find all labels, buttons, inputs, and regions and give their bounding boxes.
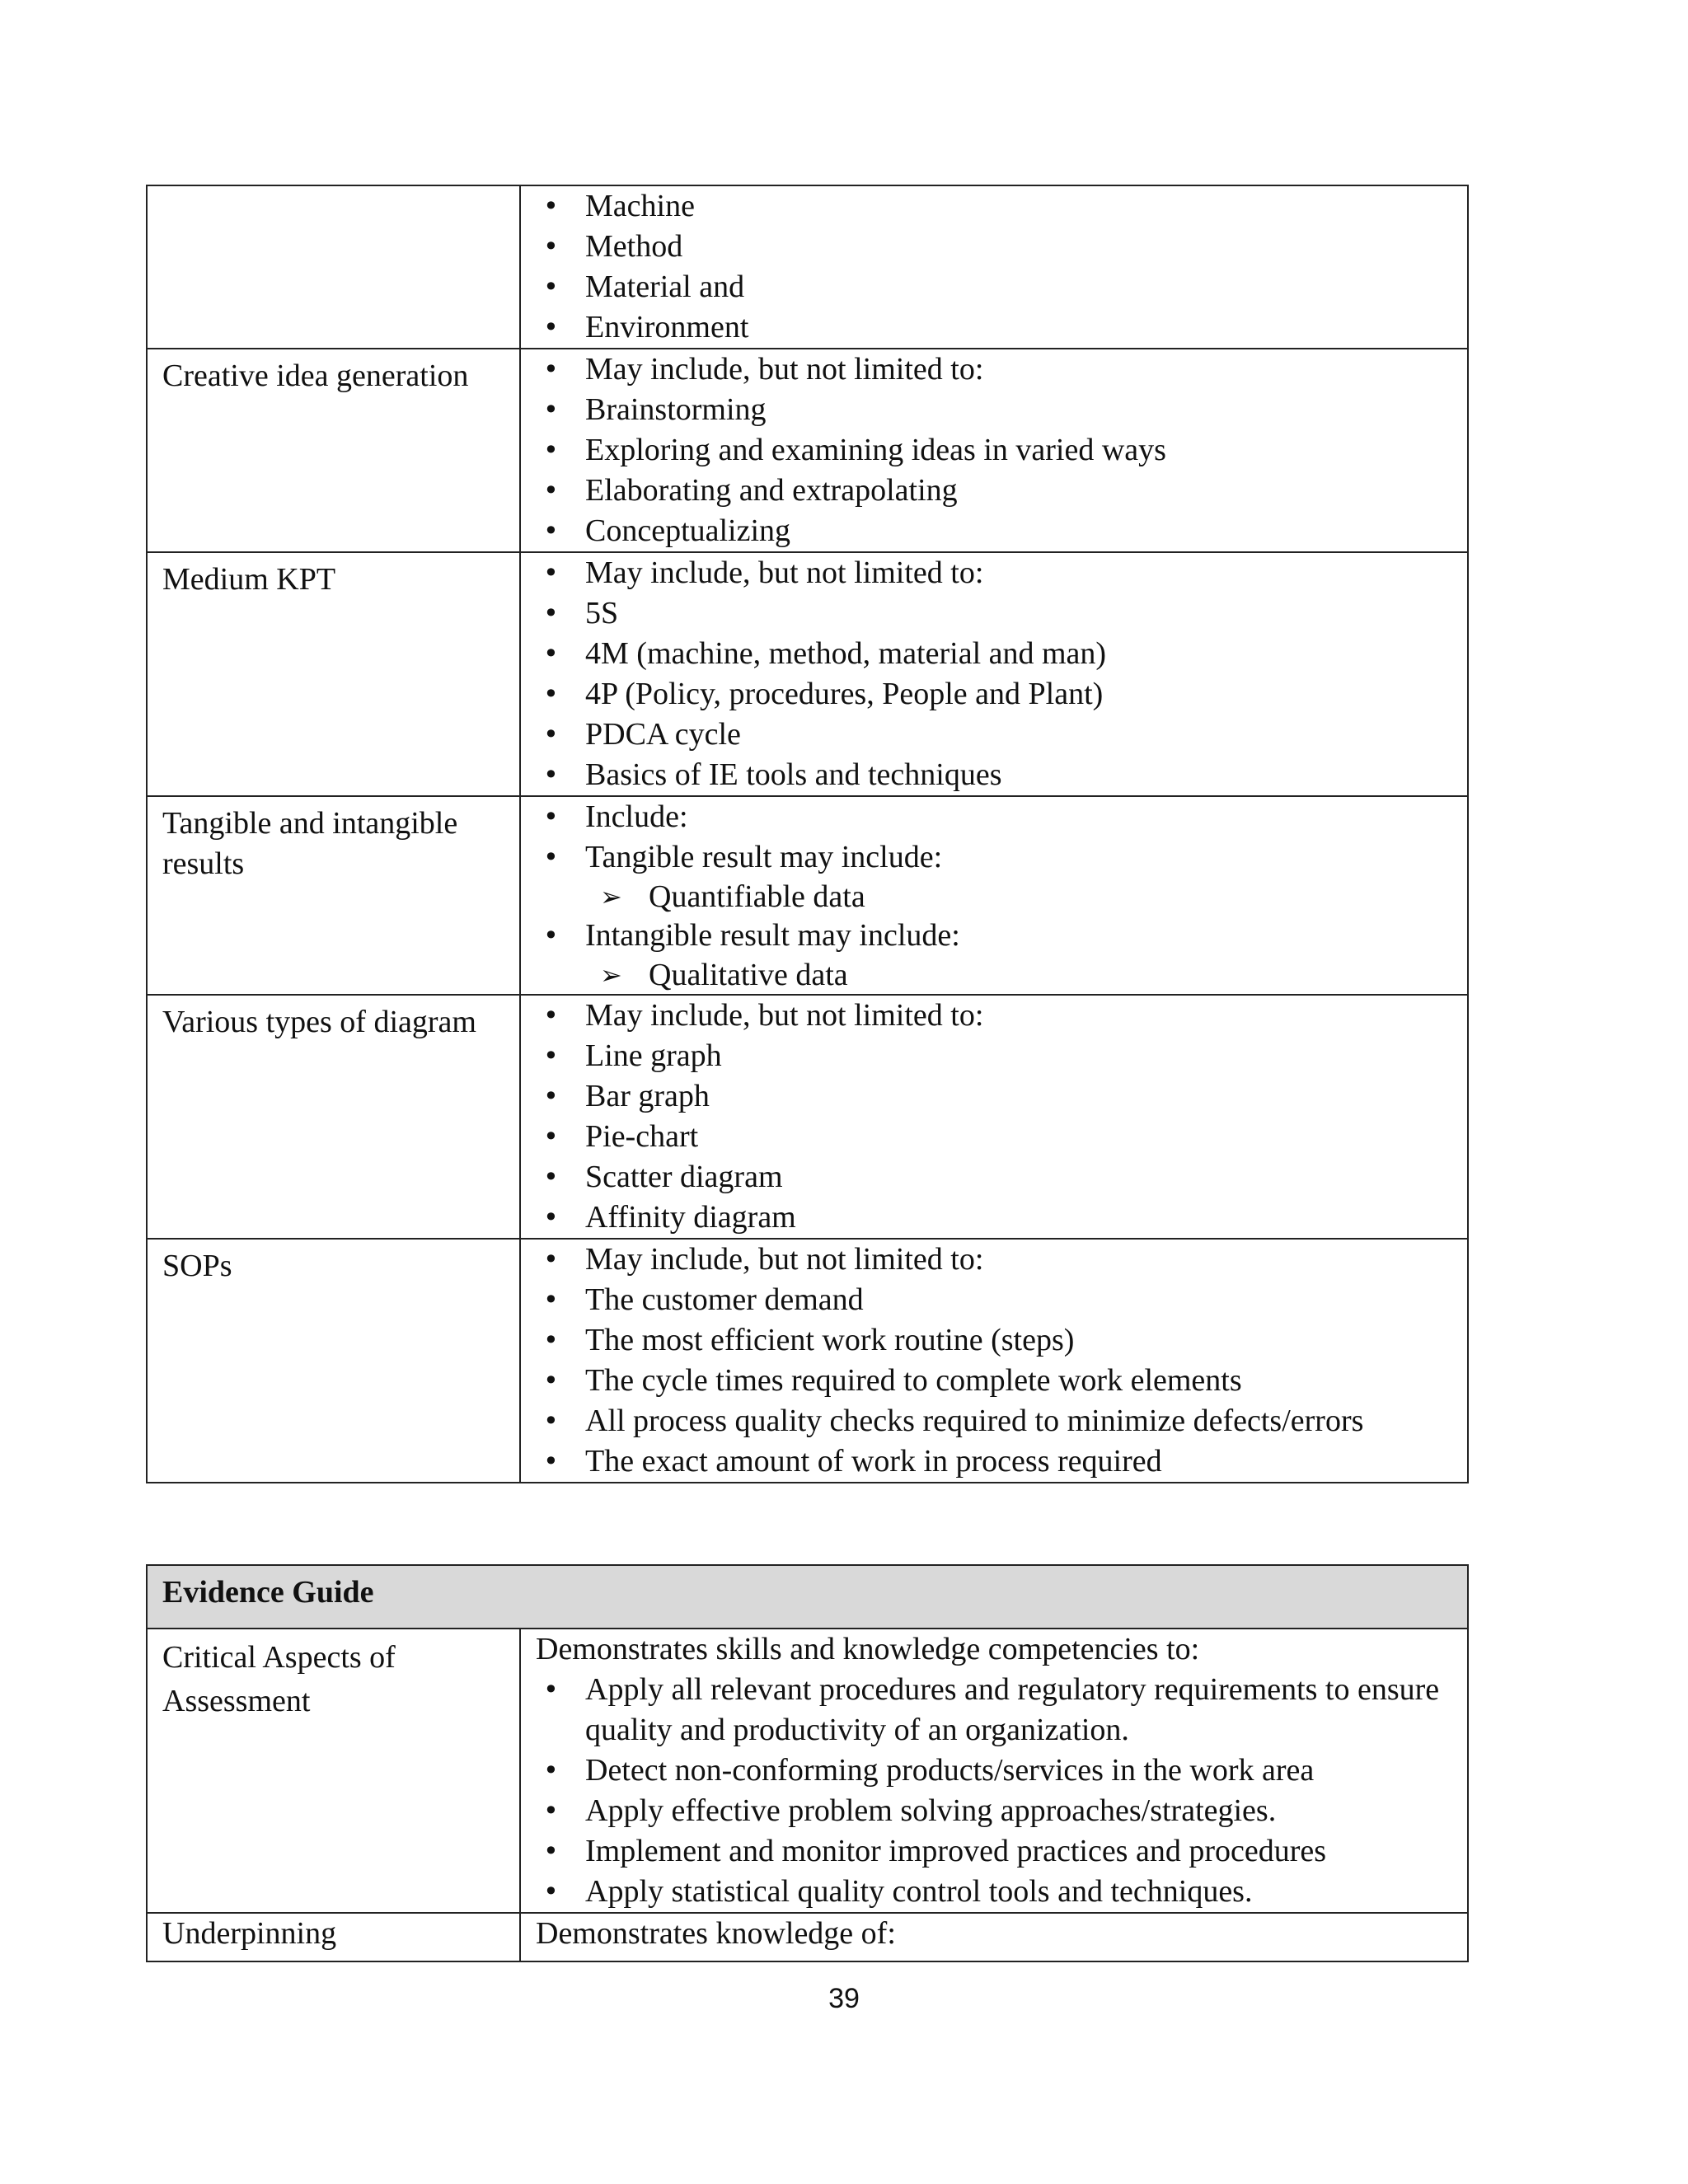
list-item: • Include: (521, 797, 1452, 837)
list-item: • Apply effective problem solving approaches/strategies. (521, 1791, 1452, 1831)
list-item: • Detect non-conforming products/services in the work area (521, 1750, 1452, 1791)
list-item: • Elaborating and extrapolating (521, 471, 1452, 511)
row-intro: Demonstrates skills and knowledge competencies to: (536, 1632, 1200, 1666)
table-row (147, 995, 1468, 1239)
list-item: • May include, but not limited to: (521, 553, 1452, 593)
list-item: • 4M (machine, method, material and man) (521, 634, 1452, 674)
row-label: Medium KPT (147, 552, 520, 796)
range-table (146, 185, 1469, 1483)
bullet-list (521, 349, 1452, 551)
list-item: • May include, but not limited to: (521, 1240, 1452, 1280)
list-item: • May include, but not limited to: (521, 349, 1452, 390)
table-row (147, 552, 1468, 796)
list-item: • Affinity diagram (521, 1197, 1452, 1238)
table-row (147, 796, 1468, 995)
table-row (147, 185, 1468, 349)
list-item: • Implement and monitor improved practices and procedures (521, 1831, 1452, 1872)
list-item: • Bar graph (521, 1076, 1452, 1117)
list-item: • Conceptualizing (521, 511, 1452, 551)
bullet-list (521, 996, 1452, 1238)
bullet-list (521, 916, 1452, 956)
table-row (147, 349, 1468, 552)
list-item: • Basics of IE tools and techniques (521, 755, 1452, 795)
bullet-list (521, 1240, 1452, 1482)
list-item: • 4P (Policy, procedures, People and Plant) (521, 674, 1452, 715)
list-item: • May include, but not limited to: (521, 996, 1452, 1036)
bullet-list (521, 1670, 1452, 1912)
list-item: • Apply statistical quality control tools and techniques. (521, 1872, 1452, 1912)
row-intro: Demonstrates knowledge of: (536, 1916, 896, 1951)
table-row (147, 1913, 1468, 1961)
list-item: • Method (521, 227, 1452, 267)
table-row (147, 1239, 1468, 1483)
page-number: 39 (828, 1983, 860, 2014)
list-item: • Machine (521, 186, 1452, 227)
row-label (147, 185, 520, 349)
row-label: Underpinning (147, 1913, 520, 1961)
list-item: • Line graph (521, 1036, 1452, 1076)
row-label: Critical Aspects of Assessment (147, 1629, 520, 1913)
evidence-guide-table (146, 1564, 1469, 1962)
row-label: SOPs (147, 1239, 520, 1483)
table-row (147, 1629, 1468, 1913)
list-item: • Exploring and examining ideas in varied ways (521, 430, 1452, 471)
list-item: • PDCA cycle (521, 715, 1452, 755)
list-item: • Apply all relevant procedures and regulatory requirements to ensure quality and productivity of an organization. (521, 1670, 1452, 1750)
list-item (521, 837, 1452, 878)
list-item: • Pie-chart (521, 1117, 1452, 1157)
section-heading: Evidence Guide (147, 1565, 1468, 1629)
list-item: • The most efficient work routine (steps) (521, 1320, 1452, 1361)
sub-list-item: ➢ Qualitative data (521, 956, 1452, 994)
list-item: • Scatter diagram (521, 1157, 1452, 1197)
row-label: Tangible and intangible results (147, 796, 520, 995)
evidence-guide-header (147, 1565, 1468, 1629)
list-item: • Intangible result may include: (521, 916, 1452, 956)
list-item: • The exact amount of work in process required (521, 1441, 1452, 1482)
list-item: • 5S (521, 593, 1452, 634)
list-item-text: Tangible result may include: (585, 840, 943, 874)
list-item: • All process quality checks required to minimize defects/errors (521, 1401, 1452, 1441)
row-label: Creative idea generation (147, 349, 520, 552)
list-item: • Material and (521, 267, 1452, 307)
row-label: Various types of diagram (147, 995, 520, 1239)
list-item: • Brainstorming (521, 390, 1452, 430)
sub-list (521, 878, 1452, 916)
bullet-list (521, 186, 1452, 348)
bullet-list (521, 797, 1452, 878)
list-item: • The customer demand (521, 1280, 1452, 1320)
bullet-list (521, 553, 1452, 795)
sub-list-item: ➢ Quantifiable data (521, 878, 1452, 916)
list-item: • Environment (521, 307, 1452, 348)
list-item: • The cycle times required to complete work elements (521, 1361, 1452, 1401)
sub-list (521, 956, 1452, 994)
